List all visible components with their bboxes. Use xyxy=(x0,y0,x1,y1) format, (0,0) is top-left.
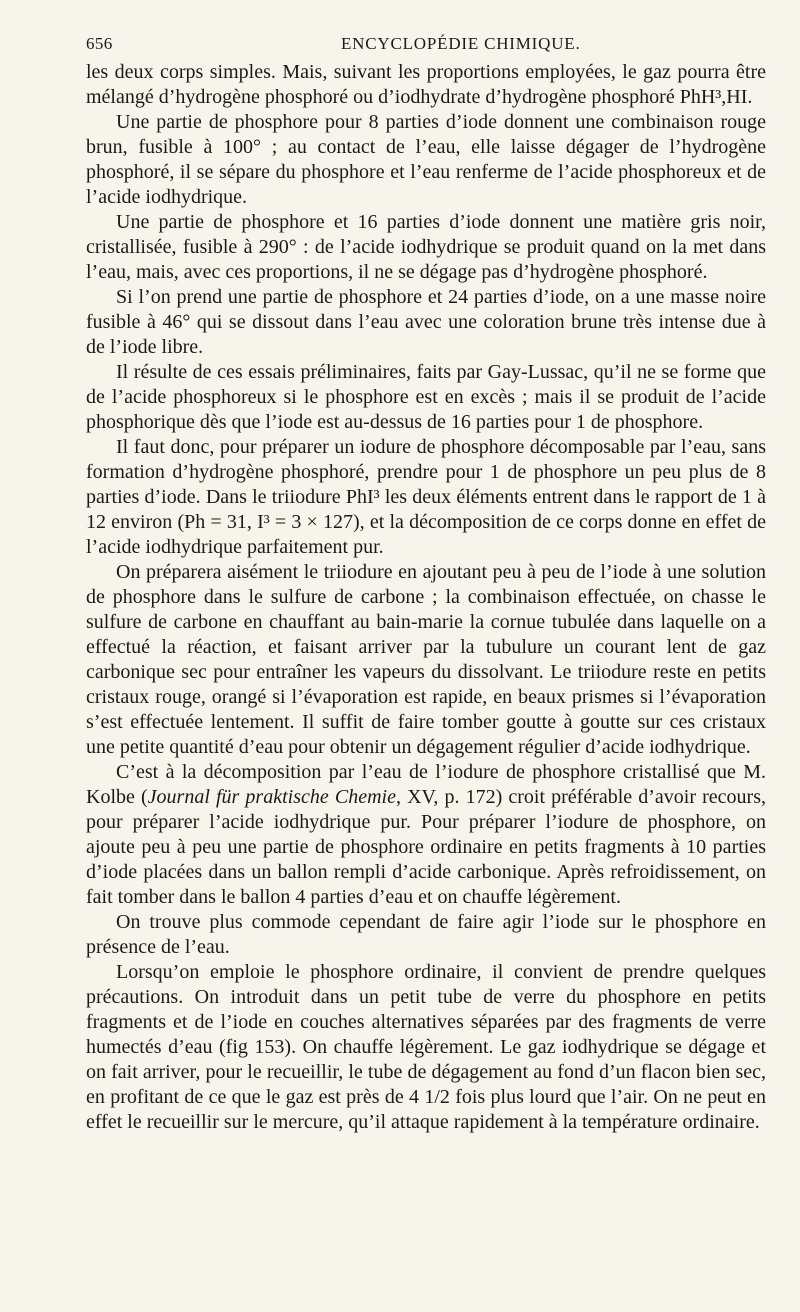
paragraph: Une partie de phosphore et 16 parties d’iode donnent une matière gris noir, cristallisée, fusible à 290° : de l’acide iodhydrique se produit quand on la met dans l’eau, mais, avec ces proportions, il ne se dégage pas d’hydrogène phosphoré. xyxy=(86,211,766,283)
running-title: ENCYCLOPÉDIE CHIMIQUE. xyxy=(341,34,581,53)
journal-title: Journal für praktische Chemie xyxy=(147,786,396,808)
citation-tail: , XV, p. 172) croit préférable d’avoir recours, pour préparer l’acide iodhydrique pur. Pour préparer l’iodure de phosphore, on ajoute peu à peu une partie de phosphore ordinaire en petits fragments à 10 parties d’iode placées dans un ballon rempli d’acide carbonique. Après refroidissement, on fait tomber dans le ballon 4 parties d’eau et on chauffe légèrement. xyxy=(86,786,766,908)
paragraph: Lorsqu’on emploie le phosphore ordinaire, il convient de prendre quelques précautions. On introduit dans un petit tube de verre du phosphore en petits fragments et de l’iode en couches alternatives séparées par des fragments de verre humectés d’eau (fig 153). On chauffe légèrement. Le gaz iodhydrique se dégage et on fait arriver, pour le recueillir, le tube de dégagement au fond d’un flacon bien sec, en profitant de ce que le gaz est près de 4 1/2 fois plus lourd que l’air. On ne peut en effet le recueillir sur le mercure, qu’il attaque rapidement à la température ordinaire. xyxy=(86,961,766,1133)
page-header xyxy=(86,28,766,56)
paragraph: les deux corps simples. Mais, suivant les proportions employées, le gaz pourra être mélangé d’hydrogène phosphoré ou d’iodhydrate d’hydrogène phosphoré PhH³,HI. xyxy=(86,61,766,108)
paragraph: On trouve plus commode cependant de faire agir l’iode sur le phosphore en présence de l’eau. xyxy=(86,911,766,958)
paragraph: Il résulte de ces essais préliminaires, faits par Gay-Lussac, qu’il ne se forme que de l’acide phosphoreux si le phosphore est en excès ; mais il se produit de l’acide phosphorique dès que l’iode est au-dessus de 16 parties pour 1 de phosphore. xyxy=(86,361,766,433)
citation-lead: C’est à la décomposition par l’eau de l’iodure de phosphore cristallisé que M. Kolbe ( xyxy=(86,761,766,808)
body-text xyxy=(86,60,766,1135)
paragraph-with-citation xyxy=(86,760,766,910)
paragraph: Si l’on prend une partie de phosphore et 24 parties d’iode, on a une masse noire fusible à 46° qui se dissout dans l’eau avec une coloration brune très intense due à de l’iode libre. xyxy=(86,286,766,358)
paragraph: Il faut donc, pour préparer un iodure de phosphore décomposable par l’eau, sans formation d’hydrogène phosphoré, prendre pour 1 de phosphore un peu plus de 8 parties d’iode. Dans le triiodure PhI³ les deux éléments entrent dans le rapport de 1 à 12 environ (Ph = 31, I³ = 3 × 127), et la décomposition de ce corps donne en effet de l’acide iodhydrique parfaitement pur. xyxy=(86,436,766,558)
paragraph: On préparera aisément le triiodure en ajoutant peu à peu de l’iode à une solution de phosphore dans le sulfure de carbone ; la combinaison effectuée, on chasse le sulfure de carbone en chauffant au bain-marie la cornue tubulée dans laquelle on a effectué la réaction, et faisant arriver par la tubulure un courant lent de gaz carbonique sec pour entraîner les vapeurs du dissolvant. Le triiodure reste en petits cristaux rouge, orangé si l’évaporation est rapide, en beaux prismes si l’évaporation s’est effectuée lentement. Il suffit de faire tomber goutte à goutte sur ces cristaux une petite quantité d’eau pour obtenir un dégagement régulier d’acide iodhydrique. xyxy=(86,561,766,758)
page-number: 656 xyxy=(86,34,113,53)
paragraph: Une partie de phosphore pour 8 parties d’iode donnent une combinaison rouge brun, fusible à 100° ; au contact de l’eau, elle laisse dégager de l’hydrogène phosphoré, il se sépare du phosphore et l’eau renferme de l’acide phosphoreux et de l’acide iodhydrique. xyxy=(86,111,766,208)
